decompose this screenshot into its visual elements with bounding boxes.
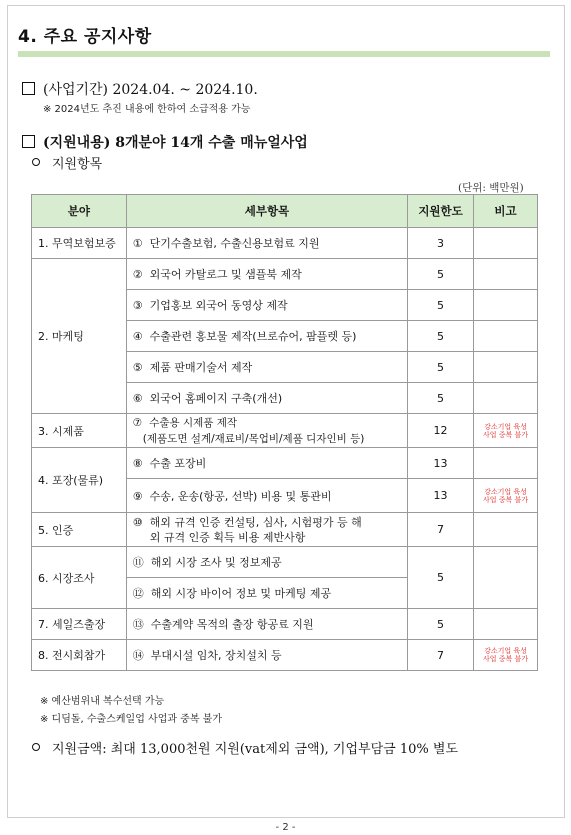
item-cell: ⑬ 수출계약 목적의 출장 항공료 지원: [126, 609, 407, 640]
note-cell: [473, 321, 537, 352]
table-row: [32, 228, 538, 259]
note-cell: 강소기업 육성 사업 중복 불가: [473, 414, 537, 448]
category-cell: 5. 인증: [32, 513, 127, 547]
limit-cell: 7: [408, 640, 474, 671]
table-row: [32, 414, 538, 448]
note-cell: [473, 259, 537, 290]
footnote: ※ 디딤돌, 수출스케일업 사업과 중복 불가: [40, 714, 223, 725]
note-cell: [473, 228, 537, 259]
note-cell: [473, 609, 537, 640]
note-cell: [473, 352, 537, 383]
period-text: (사업기간) 2024.04. ~ 2024.10.: [43, 82, 258, 98]
category-cell: 6. 시장조사: [32, 547, 127, 609]
period-line: [22, 79, 258, 99]
item-cell: ⑧ 수출 포장비: [126, 448, 407, 479]
note-cell: 강소기업 육성 사업 중복 불가: [473, 479, 537, 513]
circle-bullet-icon: [32, 158, 40, 166]
table-row: [32, 609, 538, 640]
category-cell: 7. 세일즈출장: [32, 609, 127, 640]
item-cell: ① 단기수출보험, 수출신용보험료 지원: [126, 228, 407, 259]
note-cell: [473, 290, 537, 321]
limit-cell: 5: [408, 321, 474, 352]
limit-cell: 5: [408, 290, 474, 321]
note-cell: [473, 513, 537, 547]
category-cell: 4. 포장(물류): [32, 448, 127, 513]
limit-cell: 13: [408, 448, 474, 479]
page-number: - 2 -: [275, 822, 296, 833]
item-cell: ⑨ 수송, 운송(항공, 선박) 비용 및 통관비: [126, 479, 407, 513]
header-category: 분야: [32, 195, 127, 228]
limit-cell: 7: [408, 513, 474, 547]
limit-cell: 5: [408, 352, 474, 383]
item-cell: ⑪ 해외 시장 조사 및 정보제공: [126, 547, 407, 578]
note-cell: 강소기업 육성 사업 중복 불가: [473, 640, 537, 671]
table-row: [32, 640, 538, 671]
note-cell: [473, 448, 537, 479]
support-items-heading: [32, 153, 102, 172]
category-cell: 2. 마케팅: [32, 259, 127, 414]
note-cell: [473, 383, 537, 414]
table-row: [32, 259, 538, 290]
table-row: [32, 513, 538, 547]
checkbox-square-icon: [22, 135, 35, 148]
category-cell: 1. 무역보험보증: [32, 228, 127, 259]
unit-label: (단위: 백만원): [458, 182, 524, 194]
support-amount-line: [32, 738, 458, 757]
item-cell: ④ 수출관련 홍보물 제작(브로슈어, 팜플렛 등): [126, 321, 407, 352]
header-limit: 지원한도: [408, 195, 474, 228]
support-amount-text: 지원금액: 최대 13,000천원 지원(vat제외 금액), 기업부담금 10% 별도: [52, 742, 459, 757]
header-item: 세부항목: [126, 195, 407, 228]
item-cell: ⑦ 수출용 시제품 제작 (제품도면 설계/재료비/목업비/제품 디자인비 등): [126, 414, 407, 448]
item-cell: ③ 기업홍보 외국어 동영상 제작: [126, 290, 407, 321]
limit-cell: 5: [408, 259, 474, 290]
limit-cell: 12: [408, 414, 474, 448]
item-cell: ⑭ 부대시설 임차, 장치설치 등: [126, 640, 407, 671]
note-cell: [473, 547, 537, 609]
support-items-label: 지원항목: [52, 157, 103, 172]
period-note: ※ 2024년도 추진 내용에 한하여 소급적용 가능: [43, 104, 251, 115]
table-header-row: [32, 195, 538, 228]
header-note: 비고: [473, 195, 537, 228]
section-title: 4. 주요 공지사항: [18, 27, 152, 47]
content-text: (지원내용) 8개분야 14개 수출 매뉴얼사업: [43, 135, 308, 151]
title-underline-bar: [18, 51, 550, 57]
category-cell: 8. 전시회참가: [32, 640, 127, 671]
limit-cell: 13: [408, 479, 474, 513]
content-line: [22, 132, 308, 152]
item-cell: ⑤ 제품 판매기술서 제작: [126, 352, 407, 383]
limit-cell: 3: [408, 228, 474, 259]
limit-cell: 5: [408, 547, 474, 609]
item-cell: ⑩ 해외 규격 인증 컨설팅, 심사, 시험평가 등 해 외 규격 인증 획득 비용 제반사항: [126, 513, 407, 547]
item-cell: ⑥ 외국어 홈페이지 구축(개선): [126, 383, 407, 414]
item-cell: ② 외국어 카탈로그 및 샘플북 제작: [126, 259, 407, 290]
category-cell: 3. 시제품: [32, 414, 127, 448]
table-row: [32, 448, 538, 479]
circle-bullet-icon: [32, 743, 40, 751]
limit-cell: 5: [408, 609, 474, 640]
table-row: [32, 547, 538, 578]
item-cell: ⑫ 해외 시장 바이어 정보 및 마케팅 제공: [126, 578, 407, 609]
checkbox-square-icon: [22, 82, 35, 95]
support-table: [31, 194, 538, 671]
footnote: ※ 예산범위내 복수선택 가능: [40, 696, 165, 707]
limit-cell: 5: [408, 383, 474, 414]
